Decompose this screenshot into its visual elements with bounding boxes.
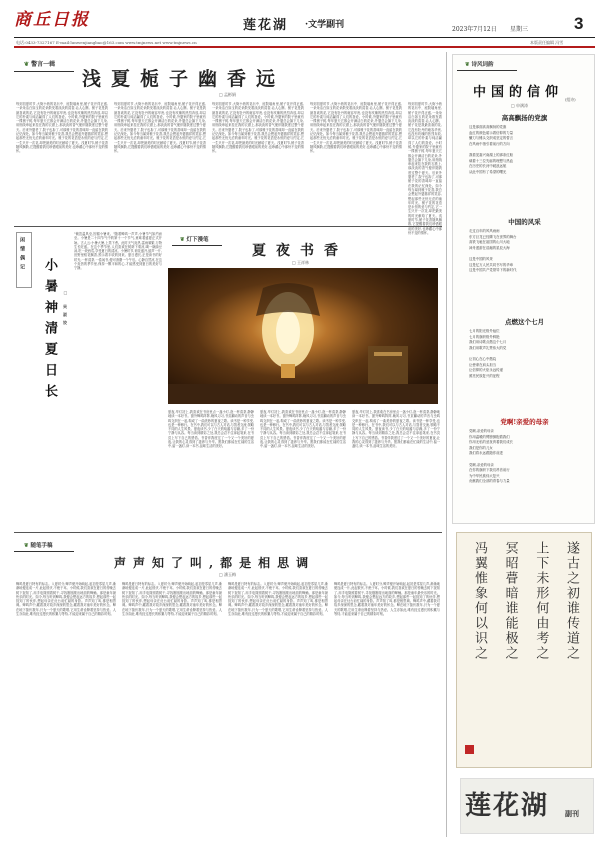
article-body: 每到初夏时节,大街小巷的花坛中、庭院墙角里,栀子花开得正盛,一朵朵洁白如玉的花朵散发着淡淡的清香,沁人心脾。栀子花是我最喜欢的花,它没有牡丹的雍容华贵,也没有玫瑰的热烈奔放,却以它的朴素与纯洁赢得了人们的喜爱。小时候,外婆家的院子里就有一棵栀子树,每年夏天它都会开满洁白的花朵,外婆总会摘下几朵,用细线串起来挂在我的衣襟上,那淡淡的香气便伴随我度过整个夏天。后来外婆老了,院子也拆了,可那栀子花的香味却一直留在我的记忆深处。如今每当闻到栀子花香,我总会想起外婆慈祥的笑容,想起那些无忧无虑的童年时光。栀子花的花语是永恒的爱与约定,它一生只开一次花,却把最美的时光献给了夏天。浅夏时节,栀子花香随风飘散,它提醒着我们珍惜眼前的美好,也珍藏心中那份不变的情怀。 [16,102,108,154]
footer-logo-sub: 副刊 [565,809,579,818]
lamp-illustration [168,268,438,404]
poem-line: 为中华民族伟大复兴 [469,473,500,478]
poem-line: 你用无私的爱抚育着我们成长 [469,440,514,445]
article-body-col2: 夏夜,华灯初上,我喜欢在书房里点一盏小灯,泡一杯清茶,静静地读一本好书。窗外蝉鸣阵阵,晚风习习,书页翻动的声音与虫鸣交织在一起,构成了一曲美妙的夏夜之歌。读书是一种享受,也是一种修行。在书中,我们可以与古人对话,与智者交流,领略不同的人生风景。夏夜读书,少了白天的喧嚣与浮躁,多了一份宁静与从容。每当读到精彩之处,我总会忍不住拿起笔来,在书页上写下自己的感悟。书香伴我度过了一个又一个美好的夏夜,让我的心灵得到了滋养与升华。愿我们都能在忙碌的生活中,留一盏灯,读一本书,品味生活的美好。 [260,410,346,449]
column-divider [446,52,447,837]
footer-logo [460,778,594,834]
section-tag-essay1 [14,58,74,72]
section-tag-essay3 [14,540,74,552]
poem-section-4 [459,417,590,485]
article-body-col2: 蝉鸣是夏日特有的标志。入夏时分,蝉声便开始响起,起初是零星几声,渐渐地便连成一片,此起彼伏,不绝于耳。小时候,我们喜欢在夏日的傍晚去树下捉知了,用手电筒照着树干,寻找刚刚爬出地面的蝉蛹。那是童年最快乐的时光。如今,每当听到蝉鸣,我便会想起远方的故乡,想起那些一起捉知了的伙伴,想起母亲在灶台前忙碌的身影。声声知了叫,都是相思调。蝉鸣声中,藏着我对故乡深深的思念,藏着我对童年美好的怀念。蝉在地下蛰伏数年,只为一个夏天的歌唱,它用生命诠释着坚持与热爱。人生亦如此,唯有经过漫长的积累与等待,才能迎来属于自己的精彩时刻。 [122,582,222,617]
poem-heading: 党啊!亲爱的母亲 [500,418,549,426]
newspaper-logo: 商丘日报 [14,10,90,30]
poem-line: 照亮民族复兴的征程 [469,373,500,378]
tag-label: 闲情偶记 [19,237,25,273]
poem-line: 神舟遨游在浩瀚的星辰大海 [469,245,510,250]
poem-line: 我看见嘉兴南湖上的那条红船 [469,152,514,157]
calligraphy-seal [465,745,474,754]
poem-heading: 中国的风采 [508,218,541,226]
article-title: 声声知了叫,都是相思调 [114,556,316,570]
poetry-section [452,54,595,524]
article-title: 浅夏栀子幽香远 [82,68,286,90]
article-body-col3: 蝉鸣是夏日特有的标志。入夏时分,蝉声便开始响起,起初是零星几声,渐渐地便连成一片,此起彼伏,不绝于耳。小时候,我们喜欢在夏日的傍晚去树下捉知了,用手电筒照着树干,寻找刚刚爬出地面的蝉蛹。那是童年最快乐的时光。如今,每当听到蝉鸣,我便会想起远方的故乡,想起那些一起捉知了的伙伴,想起母亲在灶台前忙碌的身影。声声知了叫,都是相思调。蝉鸣声中,藏着我对故乡深深的思念,藏着我对童年美好的怀念。蝉在地下蛰伏数年,只为一个夏天的歌唱,它用生命诠释着坚持与热爱。人生亦如此,唯有经过漫长的积累与等待,才能迎来属于自己的精彩时刻。 [228,582,328,617]
article-author: □ 潘玉梅 [219,572,237,577]
calligraphy-artwork [456,532,592,768]
tag-label: 警言一辑 [31,61,56,68]
poem-line: 我们用歌声礼赞伟大的党 [469,345,507,350]
poem-line: 这是亿万人民共同书写的华章 [469,262,514,267]
leaf-icon: ❦ [180,237,187,243]
poem-lines [459,125,590,175]
poem-line: 镰刀与锤头交织成坚定的誓言 [469,136,514,141]
editor-credit: 本版责任编辑 冯雪 [530,40,564,45]
poem-line: 党啊,亲爱的母亲 [469,462,494,467]
poem-line: 这是中国的风采 [469,256,493,261]
article-body-col4: 蝉鸣是夏日特有的标志。入夏时分,蝉声便开始响起,起初是零星几声,渐渐地便连成一片,此起彼伏,不绝于耳。小时候,我们喜欢在夏日的傍晚去树下捉知了,用手电筒照着树干,寻找刚刚爬出地面的蝉蛹。那是童年最快乐的时光。如今,每当听到蝉鸣,我便会想起远方的故乡,想起那些一起捉知了的伙伴,想起母亲在灶台前忙碌的身影。声声知了叫,都是相思调。蝉鸣声中,藏着我对故乡深深的思念,藏着我对童年美好的怀念。蝉在地下蛰伏数年,只为一个夏天的歌唱,它用生命诠释着坚持与热爱。人生亦如此,唯有经过漫长的积累与等待,才能迎来属于自己的精彩时刻。 [334,582,440,617]
masthead-bottom-line [14,46,595,48]
article-body: "倏忽温风至,因循小暑来。"随着蝉鸣一声声,小暑节气如约而至。小暑是二十四节气中的第十一个节气,意味着盛夏正式开始。古人云:小暑大暑,上蒸下煮。此时天气炎热,雷雨频繁,万物生长旺盛。在这个季节里,人们喜欢在树荫下乘凉,喝一碗绿豆汤,吃一块西瓜,享受夏日的清凉。小暑时节,荷花盛开,蛙声一片,田野里稻花飘香,预示着丰收的到来。夏日漫长,正是读书的好时光,一杯清茶,一卷闲书,便可消磨一个午后。心静自然凉,在这个炎热的季节里,保持一颗平和的心,才能感受到夏日的美好与宁静。 [74,232,162,271]
issue-date: 2023年7月12日 [452,26,497,33]
section-tag-photo [172,234,222,246]
poem-line: 载着十三位先驱的理想与热血 [469,158,514,163]
poem-line: 这是中国共产党领导下的新时代 [469,268,517,273]
article-body: 夏夜,华灯初上,我喜欢在书房里点一盏小灯,泡一杯清茶,静静地读一本好书。窗外蝉鸣阵阵,晚风习习,书页翻动的声音与虫鸣交织在一起,构成了一曲美妙的夏夜之歌。读书是一种享受,也是一种修行。在书中,我们可以与古人对话,与智者交流,领略不同的人生风景。夏夜读书,少了白天的喧嚣与浮躁,多了一份宁静与从容。每当读到精彩之处,我总会忍不住拿起笔来,在书页上写下自己的感悟。书香伴我度过了一个又一个美好的夏夜,让我的心灵得到了滋养与升华。愿我们都能在忙碌的生活中,留一盏灯,读一本书,品味生活的美好。 [168,410,254,449]
poem-lines [459,329,590,379]
tag-label: 灯下漫笔 [186,237,209,243]
lamp-photo [168,268,438,404]
poem-section-1 [459,113,590,175]
calligraphy-column: 遂古之初谁传道之 [563,541,579,661]
calligraphy-column: 上下未形何由考之 [533,541,549,661]
leaf-icon: ❦ [24,543,31,549]
article-summer-night [166,230,442,530]
calligraphy-columns [465,541,585,761]
leaf-icon: ❦ [465,62,472,68]
poem-line: 血红的颜色昭示着信仰的力量 [469,130,514,135]
article-cicada [14,536,442,836]
poem-section-3 [459,317,590,379]
article-essay-2 [14,230,164,530]
poem-section-2 [459,217,590,274]
poem-heading: 点燃这个七月 [505,318,544,326]
leaf-icon: ❦ [24,61,32,68]
issue-weekday: 星期三 [510,26,529,33]
paper-title: 莲花湖 [243,18,289,33]
poem-lines [459,229,590,274]
article-title: 小暑神清夏日长 [42,258,57,405]
article-body-col2: 每到初夏时节,大街小巷的花坛中、庭院墙角里,栀子花开得正盛,一朵朵洁白如玉的花朵散发着淡淡的清香,沁人心脾。栀子花是我最喜欢的花,它没有牡丹的雍容华贵,也没有玫瑰的热烈奔放,却以它的朴素与纯洁赢得了人们的喜爱。小时候,外婆家的院子里就有一棵栀子树,每年夏天它都会开满洁白的花朵,外婆总会摘下几朵,用细线串起来挂在我的衣襟上,那淡淡的香气便伴随我度过整个夏天。后来外婆老了,院子也拆了,可那栀子花的香味却一直留在我的记忆深处。如今每当闻到栀子花香,我总会想起外婆慈祥的笑容,想起那些无忧无虑的童年时光。栀子花的花语是永恒的爱与约定,它一生只开一次花,却把最美的时光献给了夏天。浅夏时节,栀子花香随风飘散,它提醒着我们珍惜眼前的美好,也珍藏心中那份不变的情怀。 [114,102,206,154]
contact-info: 电话:0433-7327167 E-mail:lunwenjiangbao@163.com www.tmjnews.net www.tmjnews.cn [16,40,197,45]
paper-subtitle: ·文学副刊 [305,20,345,30]
section-divider [14,226,442,227]
article-author: □ 吴淑姣 [63,290,68,329]
poem-line: 在风雨中指引着前行的方向 [469,141,510,146]
article-body-col4: 每到初夏时节,大街小巷的花坛中、庭院墙角里,栀子花开得正盛,一朵朵洁白如玉的花朵散发着淡淡的清香,沁人心脾。栀子花是我最喜欢的花,它没有牡丹的雍容华贵,也没有玫瑰的热烈奔放,却以它的朴素与纯洁赢得了人们的喜爱。小时候,外婆家的院子里就有一棵栀子树,每年夏天它都会开满洁白的花朵,外婆总会摘下几朵,用细线串起来挂在我的衣襟上,那淡淡的香气便伴随我度过整个夏天。后来外婆老了,院子也拆了,可那栀子花的香味却一直留在我的记忆深处。如今每当闻到栀子花香,我总会想起外婆慈祥的笑容,想起那些无忧无虑的童年时光。栀子花的花语是永恒的爱与约定,它一生只开一次花,却把最美的时光献给了夏天。浅夏时节,栀子花香随风飘散,它提醒着我们珍惜眼前的美好,也珍藏心中那份不变的情怀。 [310,102,402,154]
calligraphy-column: 冥昭瞢暗谁能极之 [502,541,518,661]
tag-label: 诗风词韵 [471,62,494,68]
poem-author: □ 申满涛 [511,103,529,108]
article-body-col3: 夏夜,华灯初上,我喜欢在书房里点一盏小灯,泡一杯清茶,静静地读一本好书。窗外蝉鸣阵阵,晚风习习,书页翻动的声音与虫鸣交织在一起,构成了一曲美妙的夏夜之歌。读书是一种享受,也是一种修行。在书中,我们可以与古人对话,与智者交流,领略不同的人生风景。夏夜读书,少了白天的喧嚣与浮躁,多了一份宁静与从容。每当读到精彩之处,我总会忍不住拿起笔来,在书页上写下自己的感悟。书香伴我度过了一个又一个美好的夏夜,让我的心灵得到了滋养与升华。愿我们都能在忙碌的生活中,留一盏灯,读一本书,品味生活的美好。 [352,410,440,449]
article-body-col5: 每到初夏时节,大街小巷的花坛中、庭院墙角里,栀子花开得正盛,一朵朵洁白如玉的花朵散发着淡淡的清香,沁人心脾。栀子花是我最喜欢的花,它没有牡丹的雍容华贵,也没有玫瑰的热烈奔放,却以它的朴素与纯洁赢得了人们的喜爱。小时候,外婆家的院子里就有一棵栀子树,每年夏天它都会开满洁白的花朵,外婆总会摘下几朵,用细线串起来挂在我的衣襟上,那淡淡的香气便伴随我度过整个夏天。后来外婆老了,院子也拆了,可那栀子花的香味却一直留在我的记忆深处。如今每当闻到栀子花香,我总会想起外婆慈祥的笑容,想起那些无忧无虑的童年时光。栀子花的花语是永恒的爱与约定,它一生只开一次花,却把最美的时光献给了夏天。浅夏时节,栀子花香随风飘散,它提醒着我们珍惜眼前的美好,也珍藏心中那份不变的情怀。 [408,102,442,235]
poem-line: 让使命在肩头担当 [469,362,497,367]
poem-line: 让初心在心中燃烧 [469,356,497,361]
article-title: 夏夜书香 [252,243,348,259]
poem-line: 我们用诗歌点燃这个七月 [469,340,507,345]
poem-line: 在你的旗帜下我们昂首前行 [469,468,510,473]
section-tag-poetry [457,59,517,71]
article-body: 蝉鸣是夏日特有的标志。入夏时分,蝉声便开始响起,起初是零星几声,渐渐地便连成一片,此起彼伏,不绝于耳。小时候,我们喜欢在夏日的傍晚去树下捉知了,用手电筒照着树干,寻找刚刚爬出地面的蝉蛹。那是童年最快乐的时光。如今,每当听到蝉鸣,我便会想起远方的故乡,想起那些一起捉知了的伙伴,想起母亲在灶台前忙碌的身影。声声知了叫,都是相思调。蝉鸣声中,藏着我对故乡深深的思念,藏着我对童年美好的怀念。蝉在地下蛰伏数年,只为一个夏天的歌唱,它用生命诠释着坚持与热爱。人生亦如此,唯有经过漫长的积累与等待,才能迎来属于自己的精彩时刻。 [16,582,116,617]
page-number: 3 [574,14,584,33]
poem-line: 高铁飞驰在祖国的山川大地 [469,240,510,245]
poem-line: 七月的阳光格外灿烂 [469,329,500,333]
poem-title: 中国的信仰 [473,85,564,100]
masthead-divider [14,37,595,38]
poem-line: 我们是你的儿女 [469,445,493,450]
calligraphy-column: 冯翼惟象何以识之 [472,541,487,661]
poem-line: 让信仰的火炬永远传递 [469,368,503,373]
article-author: □ 王祥林 [292,260,310,265]
article-author: □ 孟彬娟 [219,92,237,97]
article-essay-1 [14,54,442,235]
poem-subtitle: (组诗) [565,97,576,102]
masthead [0,0,609,46]
poem-line: 走过百年的风风雨雨 [469,229,500,233]
poem-line: 我们将永远跟随你前进 [469,451,503,456]
footer-logo-text: 莲花湖 [465,791,550,821]
section-tag-essay2 [16,232,32,288]
tag-label: 随笔手稿 [30,543,53,549]
section-divider-2 [14,532,442,533]
article-body-col3: 每到初夏时节,大街小巷的花坛中、庭院墙角里,栀子花开得正盛,一朵朵洁白如玉的花朵散发着淡淡的清香,沁人心脾。栀子花是我最喜欢的花,它没有牡丹的雍容华贵,也没有玫瑰的热烈奔放,却以它的朴素与纯洁赢得了人们的喜爱。小时候,外婆家的院子里就有一棵栀子树,每年夏天它都会开满洁白的花朵,外婆总会摘下几朵,用细线串起来挂在我的衣襟上,那淡淡的香气便伴随我度过整个夏天。后来外婆老了,院子也拆了,可那栀子花的香味却一直留在我的记忆深处。如今每当闻到栀子花香,我总会想起外婆慈祥的笑容,想起那些无忧无虑的童年时光。栀子花的花语是永恒的爱与约定,它一生只开一次花,却把最美的时光献给了夏天。浅夏时节,栀子花香随风飘散,它提醒着我们珍惜眼前的美好,也珍藏心中那份不变的情怀。 [212,102,304,154]
poem-line: 你用温暖的臂膀拥抱着我们 [469,434,510,439]
poem-line: 在历史的长河中破浪远航 [469,164,507,169]
poem-line: 贡献我们全部的青春与力量 [469,479,510,484]
poem-line: 七月的旗帜格外鲜艳 [469,334,500,339]
poem-line: 这是那面高高飘扬的党旗 [469,125,507,129]
poem-line: 党啊,亲爱的母亲 [469,429,494,433]
poem-heading: 高高飘扬的党旗 [501,114,548,122]
poem-line: 东方巨龙已经腾飞在世界的舞台 [469,234,517,239]
poem-lines [459,429,590,485]
poem-line: 从此中国有了希望的曙光 [469,169,507,174]
